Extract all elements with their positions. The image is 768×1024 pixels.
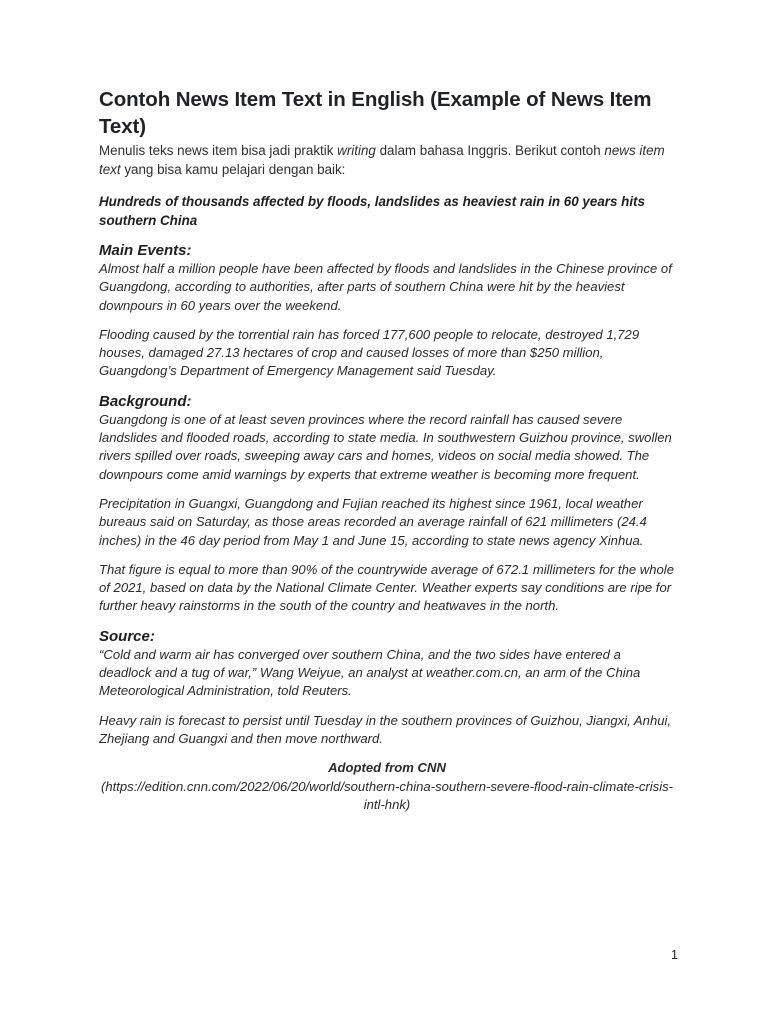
credit-source-label: Adopted from CNN bbox=[328, 760, 446, 776]
source-paragraph-1: “Cold and warm air has converged over southern China, and the two sides have entered a deadlock and a tug of war,” Wang Weiyue, an analyst at weather.com.cn, an arm of the China Meteorological Administration, told Reuters. bbox=[99, 646, 641, 699]
main-events-paragraph-2: Flooding caused by the torrential rain has forced 177,600 people to relocate, destroyed 1,729 houses, damaged 27.13 hectares of crop and caused losses of more than $250 million, Guangdong’s Department of Emergency Management said Tuesday. bbox=[99, 326, 640, 379]
background-paragraph-2: Precipitation in Guangxi, Guangdong and Fujian reached its highest since 1961, local weather bureaus said on Saturday, as those areas recorded an average rainfall of 621 millimeters (24.4 inches) in the 46 day period from May 1 and June 15, according to state news agency Xinhua. bbox=[99, 495, 647, 548]
source-credit bbox=[99, 759, 675, 814]
intro-text-1: Menulis teks news item bisa jadi praktik bbox=[99, 143, 338, 158]
main-events-paragraph-1: Almost half a million people have been affected by floods and landslides in the Chinese province of Guangdong, according to authorities, after parts of southern China were hit by the heaviest downpours in 60 years over the weekend. bbox=[99, 261, 672, 313]
intro-text-2: dalam bahasa Inggris. Berikut contoh bbox=[375, 143, 605, 158]
section-heading-source: Source: bbox=[99, 627, 155, 645]
background-paragraph-3: That figure is equal to more than 90% of the countrywide average of 672.1 millimeters for the whole of 2021, based on data by the National Climate Center. Weather experts say conditions are ripe for further heavy rainstorms in the south of the country and heatwaves in the north. bbox=[99, 561, 674, 614]
credit-source-url: (https://edition.cnn.com/2022/06/20/world/southern-china-southern-severe-flood-rain-climate-crisis-intl-hnk) bbox=[100, 778, 674, 812]
intro-writing-term: writing bbox=[337, 143, 376, 158]
document-content bbox=[99, 86, 675, 814]
intro-text-3: yang bisa kamu pelajari dengan baik: bbox=[120, 162, 346, 177]
intro-news-item-term: news item text bbox=[99, 143, 665, 177]
section-heading-background: Background: bbox=[99, 392, 192, 410]
section-heading-main-events: Main Events: bbox=[99, 242, 192, 259]
source-paragraph-2: Heavy rain is forecast to persist until Tuesday in the southern provinces of Guizhou, Jiangxi, Anhui, Zhejiang and Guangxi and then move northward. bbox=[99, 712, 672, 746]
news-headline: Hundreds of thousands affected by floods, landslides as heaviest rain in 60 years hits southern China bbox=[99, 194, 645, 228]
background-paragraph-1: Guangdong is one of at least seven provinces where the record rainfall has caused severe landslides and flooded roads, according to state media. In southwestern Guizhou province, swollen rivers spilled over roads, sweeping away cars and homes, videos on social media showed. The downpours come amid warnings by experts that extreme weather is becoming more frequent. bbox=[99, 411, 672, 482]
page-number: 1 bbox=[671, 948, 678, 962]
page-title: Contoh News Item Text in English (Example of News Item Text) bbox=[99, 88, 652, 138]
intro-paragraph bbox=[99, 141, 675, 179]
